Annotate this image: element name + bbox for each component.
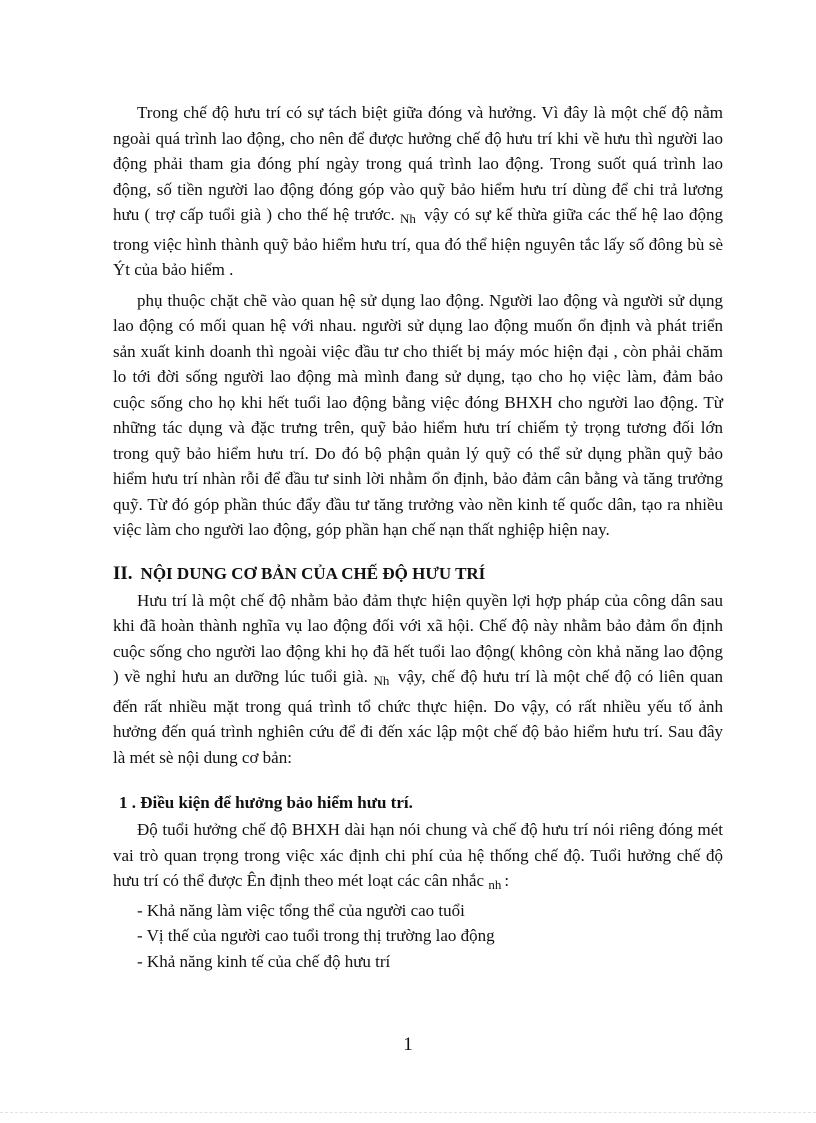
paragraph-1-text: Trong chế độ hưu trí có sự tách biệt giữa đóng và hưởng. Vì đây là một chế độ nằm ngoài quá trình lao động, cho nên để được hưởng chế độ hưu trí khi về hưu thì người lao động phải tham gia đóng phí ngày trong quá trình lao động. Trong suốt quá trình lao động, số tiền người lao động đóng góp vào quỹ bảo hiểm hưu trí dùng để chi trả lương hưu ( trợ cấp tuổi già ) cho thế hệ trước. [113, 103, 723, 224]
subsection-heading: 1 . Điều kiện để hưởng bảo hiểm hưu trí. [119, 793, 413, 812]
list-item: - Khả năng làm việc tổng thể của người cao tuổi [137, 900, 465, 920]
paragraph-4-text: Độ tuổi hưởng chế độ BHXH dài hạn nói chung và chế độ hưu trí nói riêng đóng mét vai trò quan trọng trong việc xác định chi phí của hệ thống chế độ. Tuổi hưởng chế độ hưu trí có thể được Ên định theo mét loạt các cân nhắc [113, 820, 723, 890]
criteria-list [113, 898, 723, 975]
document-body [113, 100, 723, 974]
paragraph-2: phụ thuộc chặt chẽ vào quan hệ sử dụng lao động. Người lao động và người sử dụng lao động có mối quan hệ với nhau. người sử dụng lao động muốn ổn định và phát triển sản xuất kinh doanh thì ngoài việc đầu tư cho thiết bị máy móc hiện đại , còn phải chăm lo tới đời sống người lao động mà mình đang sử dụng, tạo cho họ việc làm, đảm bảo cuộc sống cho họ khi hết tuổi lao động bằng việc đóng BHXH cho người lao động. Từ những tác dụng và đặc trưng trên, quỹ bảo hiểm hưu trí chiếm tỷ trọng tương đối lớn trong quỹ bảo hiểm hưu trí. Do đó bộ phận quản lý quỹ có thể sử dụng phần quỹ bảo hiểm hưu trí nhàn rỗi để đầu tư sinh lời nhằm ổn định, bảo đảm cân bằng và tăng trưởng quỹ. Từ đó góp phần thúc đẩy đầu tư tăng trưởng vào nền kinh tế quốc dân, tạo ra nhiều việc làm cho người lao động, góp phần hạn chế nạn thất nghiệp hiện nay. [113, 290, 723, 539]
section-heading-text: NỘI DUNG CƠ BẢN CỦA CHẾ ĐỘ HƯU TRÍ [140, 563, 486, 583]
page-footer-divider [0, 1112, 816, 1113]
paragraph-4-tail: : [504, 871, 510, 890]
list-item: - Khả năng kinh tế của chế độ hưu trí [137, 951, 391, 971]
paragraph-4-subscript: nh [488, 877, 502, 892]
section-heading [113, 561, 723, 586]
section-heading-number: II. [113, 562, 133, 584]
paragraph-3-text: Hưu trí là một chế độ nhằm bảo đảm thực hiện quyền lợi hợp pháp của công dân sau khi đã hoàn thành nghĩa vụ lao động đối với xã hội. Chế độ này nhằm bảo đảm ổn định cuộc sống cho người lao động khi họ đã hết tuổi lao động( không còn khả năng lao động ) về nghỉ hưu an dưỡng lúc tuổi già. [113, 590, 723, 686]
paragraph-1 [113, 100, 723, 283]
paragraph-1-tail: vậy có sự kế thừa giữa các thế hệ lao động trong việc hình thành quỹ bảo hiểm hưu trí, qua đó thể hiện nguyên tắc lấy số đông bù sè Ýt của bảo hiểm . [113, 205, 724, 279]
list-item: - Vị thế của người cao tuổi trong thị trường lao động [137, 926, 495, 945]
paragraph-3-tail: vậy, chế độ hưu trí là một chế độ có liên quan đến rất nhiều mặt trong quá trình tổ chức thực hiện. Do vậy, có rất nhiều yếu tố ảnh hưởng đến quá trình nghiên cứu để đi đến xác lập một chế độ bảo hiểm hưu trí. Sau đây là mét sè nội dung cơ bản: [113, 667, 723, 767]
paragraph-3 [113, 588, 723, 771]
page-number: 1 [403, 1034, 413, 1055]
paragraph-3-subscript: Nh [373, 673, 390, 688]
paragraph-4 [113, 817, 723, 898]
paragraph-1-subscript: Nh [399, 211, 416, 226]
